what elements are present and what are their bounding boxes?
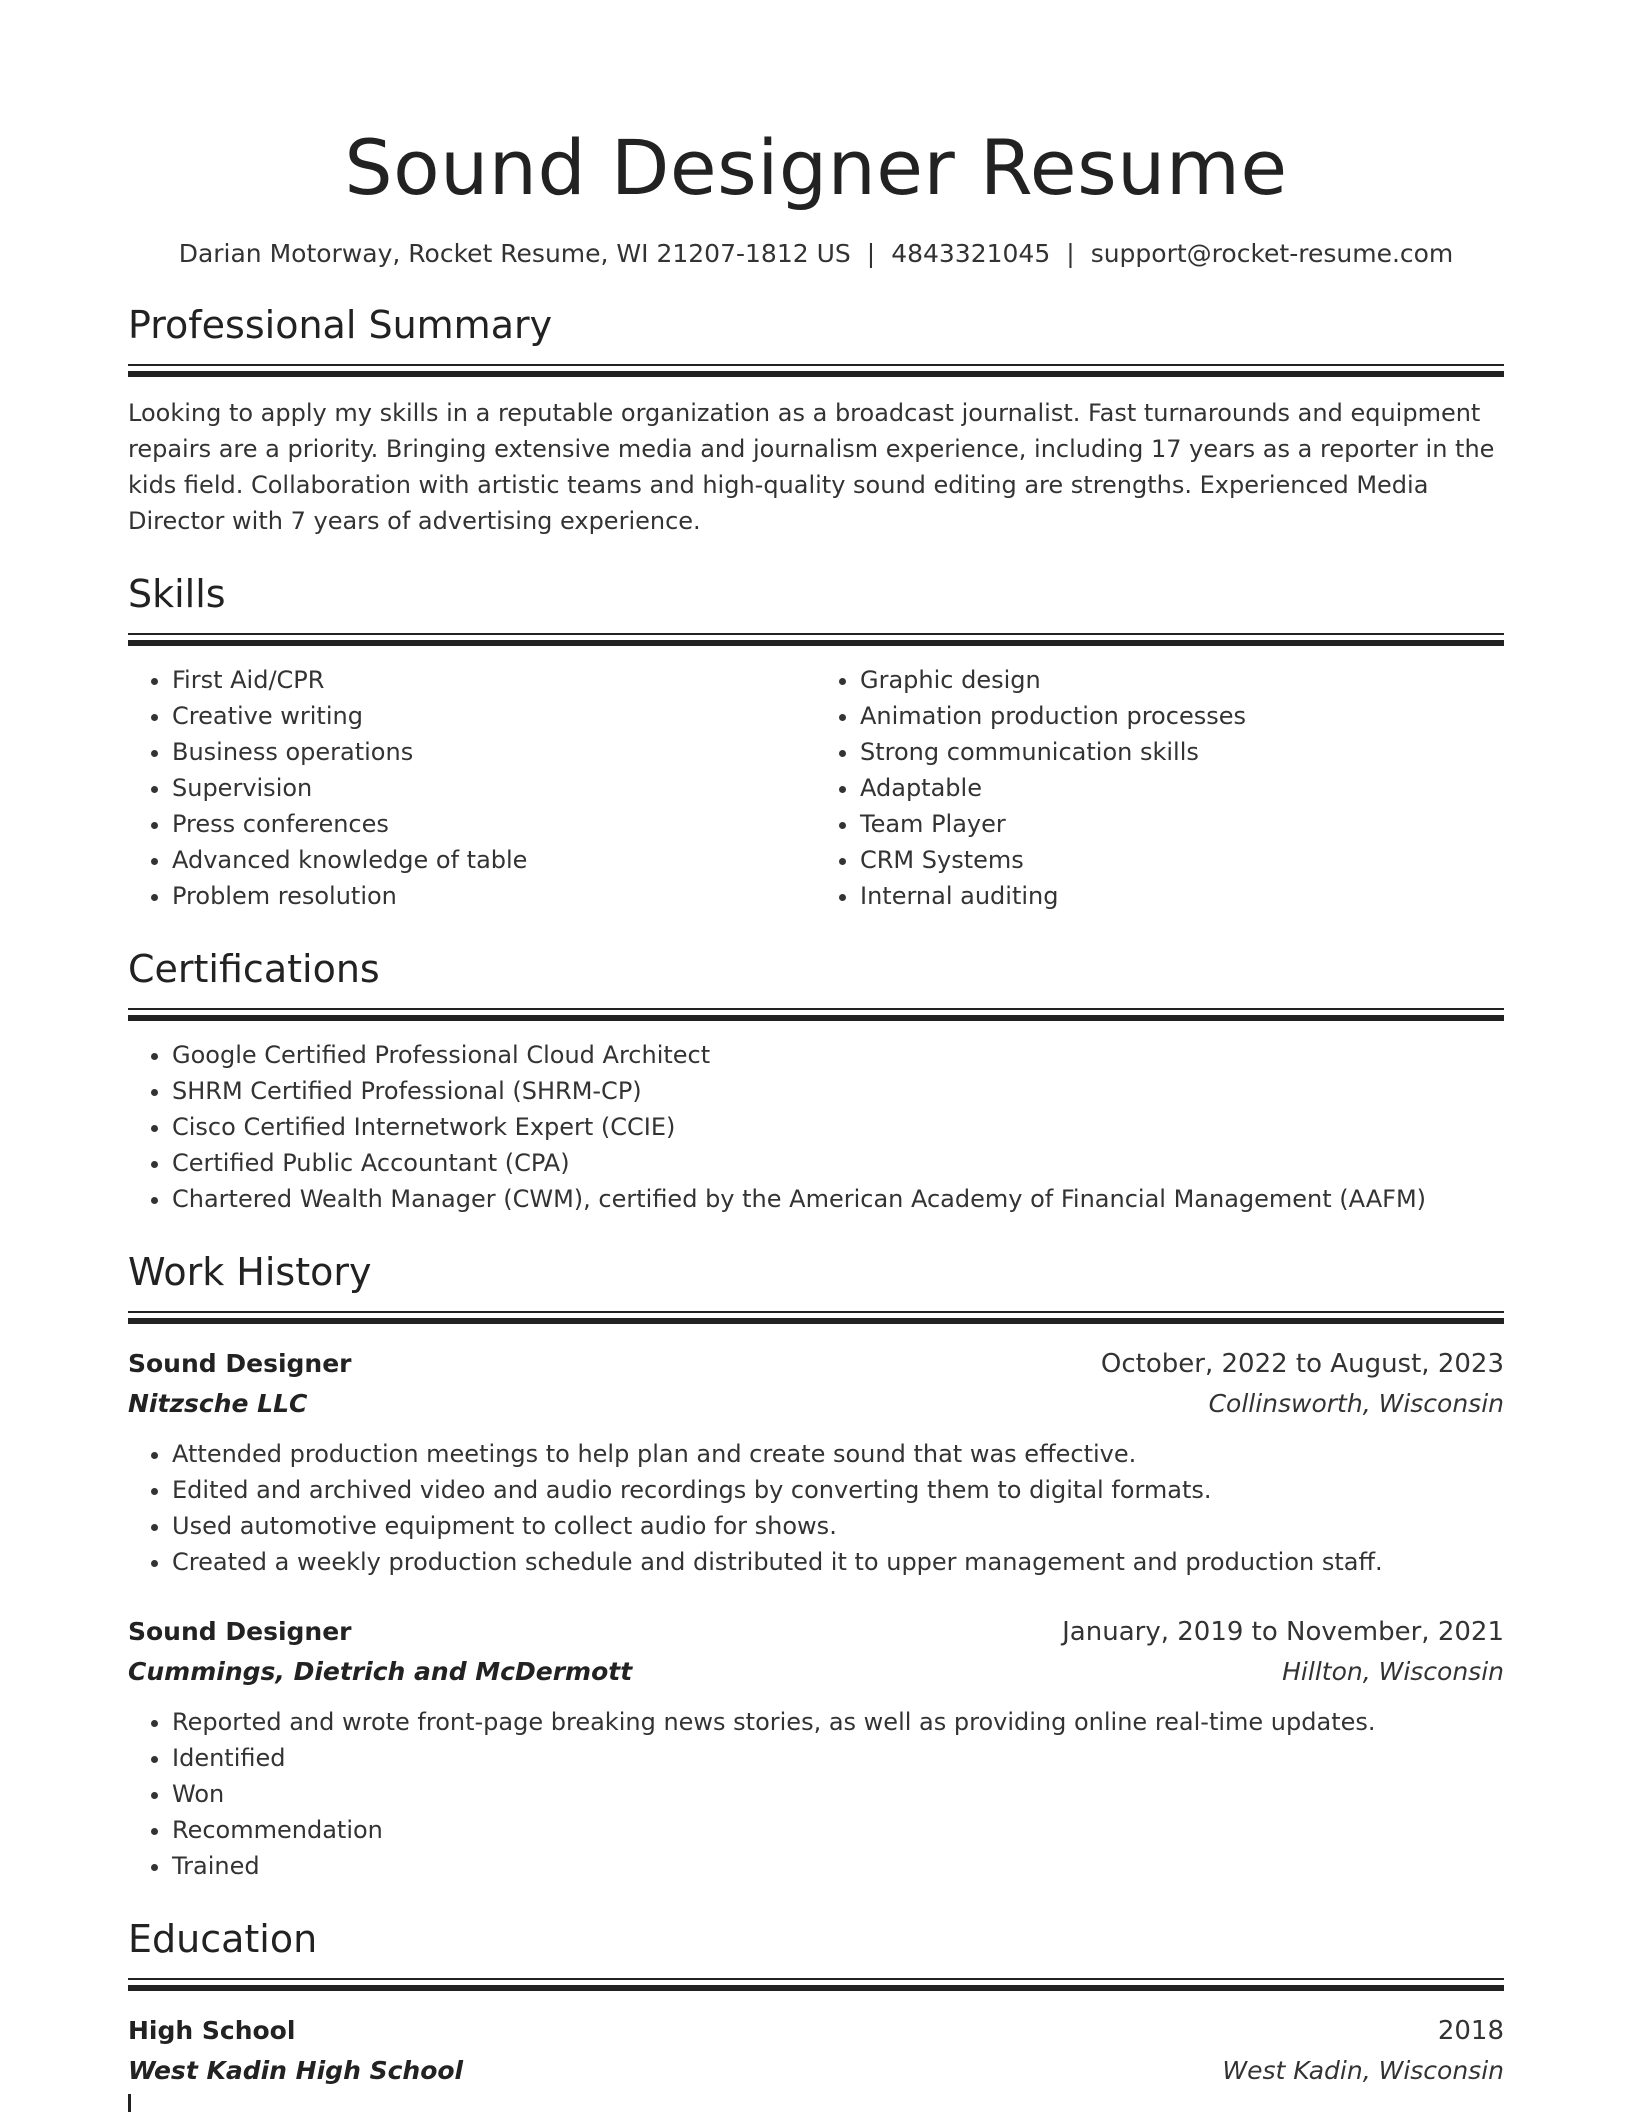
education-section — [128, 1916, 1504, 2091]
job-company: Nitzsche LLC — [128, 1389, 308, 1418]
education-degree: High School — [128, 2016, 296, 2045]
job-bullet: • Attended production meetings to help plan and create sound that was effective. — [172, 1436, 1504, 1472]
work-history-section — [128, 1249, 1504, 1884]
summary-section — [128, 302, 1504, 539]
certification-item: • Google Certified Professional Cloud Architect — [172, 1037, 1504, 1073]
job-header-row — [128, 1612, 1504, 1652]
contact-email: support@rocket-resume.com — [1090, 239, 1454, 268]
contact-line — [128, 238, 1504, 270]
resume-page — [128, 0, 1504, 2091]
job-bullet: • Reported and wrote front-page breaking news stories, as well as providing online real-time updates. — [172, 1704, 1504, 1740]
job-bullets — [128, 1436, 1504, 1580]
job-dates: October, 2022 to August, 2023 — [1100, 1349, 1504, 1379]
education-year: 2018 — [1437, 2016, 1504, 2046]
certifications-list — [128, 1037, 1504, 1217]
skill-item: • Business operations — [172, 734, 816, 770]
skills-heading: Skills — [128, 572, 226, 616]
skills-list-right — [816, 662, 1504, 914]
contact-separator: | — [1066, 239, 1075, 268]
skill-item: • Adaptable — [860, 770, 1504, 806]
job-title: Sound Designer — [128, 1349, 352, 1378]
section-divider — [128, 1008, 1504, 1021]
contact-separator: | — [866, 239, 876, 268]
job-bullet: • Recommendation — [172, 1812, 1504, 1848]
skills-columns — [128, 646, 1504, 914]
job-bullets — [128, 1704, 1504, 1884]
job-bullet: • Used automotive equipment to collect audio for shows. — [172, 1508, 1504, 1544]
skill-item: • Advanced knowledge of table — [172, 842, 816, 878]
section-divider — [128, 364, 1504, 377]
certification-item: • Certified Public Accountant (CPA) — [172, 1145, 1504, 1181]
skill-item: • First Aid/CPR — [172, 662, 816, 698]
work-history-heading: Work History — [128, 1250, 372, 1294]
skill-item: • Strong communication skills — [860, 734, 1504, 770]
skill-item: • Press conferences — [172, 806, 816, 842]
skill-item: • Creative writing — [172, 698, 816, 734]
job-header-row — [128, 1344, 1504, 1384]
skill-item: • Graphic design — [860, 662, 1504, 698]
education-location: West Kadin, Wisconsin — [1222, 2056, 1504, 2085]
certification-item: • SHRM Certified Professional (SHRM-CP) — [172, 1073, 1504, 1109]
job-bullet: • Created a weekly production schedule and distributed it to upper management and production staff. — [172, 1544, 1504, 1580]
education-heading: Education — [128, 1917, 318, 1961]
job-bullet: • Won — [172, 1776, 1504, 1812]
skill-item: • Supervision — [172, 770, 816, 806]
section-divider — [128, 633, 1504, 646]
job-entry — [128, 1344, 1504, 1580]
skills-list-left — [128, 662, 816, 914]
certification-item: • Chartered Wealth Manager (CWM), certified by the American Academy of Financial Management (AAFM) — [172, 1181, 1504, 1217]
job-company: Cummings, Dietrich and McDermott — [128, 1657, 633, 1686]
section-divider — [128, 1978, 1504, 1991]
skill-item: • Internal auditing — [860, 878, 1504, 914]
education-school-row — [128, 2051, 1504, 2091]
job-dates: January, 2019 to November, 2021 — [1062, 1617, 1504, 1647]
job-title: Sound Designer — [128, 1617, 352, 1646]
job-bullet: • Trained — [172, 1848, 1504, 1884]
certifications-section — [128, 946, 1504, 1217]
contact-address: Darian Motorway, Rocket Resume, WI 21207-1812 US — [178, 239, 851, 268]
job-bullet: • Identified — [172, 1740, 1504, 1776]
job-company-row — [128, 1652, 1504, 1692]
summary-heading: Professional Summary — [128, 303, 553, 347]
summary-text: Looking to apply my skills in a reputable organization as a broadcast journalist. Fast turnarounds and equipment repairs are a priority. Bringing extensive media and journalism experience, including 17 years as a reporter in the kids field. Collaboration with artistic teams and high-quality sound editing are strengths. Experienced Media Director with 7 years of advertising experience. — [128, 399, 1495, 535]
skill-item: • Animation production processes — [860, 698, 1504, 734]
skill-item: • Problem resolution — [172, 878, 816, 914]
job-entry — [128, 1612, 1504, 1884]
education-header-row — [128, 2011, 1504, 2051]
resume-title: Sound Designer Resume — [344, 123, 1288, 212]
skills-section — [128, 571, 1504, 914]
education-school: West Kadin High School — [128, 2056, 464, 2085]
skill-item: • Team Player — [860, 806, 1504, 842]
section-divider — [128, 1311, 1504, 1324]
job-bullet: • Edited and archived video and audio recordings by converting them to digital formats. — [172, 1472, 1504, 1508]
skill-item: • CRM Systems — [860, 842, 1504, 878]
certification-item: • Cisco Certified Internetwork Expert (CCIE) — [172, 1109, 1504, 1145]
job-location: Hillton, Wisconsin — [1282, 1657, 1504, 1686]
cut-off-text-fragment — [128, 2094, 131, 2112]
contact-phone: 4843321045 — [891, 239, 1051, 268]
education-entry — [128, 2011, 1504, 2091]
certifications-heading: Certifications — [128, 947, 380, 991]
job-location: Collinsworth, Wisconsin — [1208, 1389, 1504, 1418]
job-company-row — [128, 1384, 1504, 1424]
